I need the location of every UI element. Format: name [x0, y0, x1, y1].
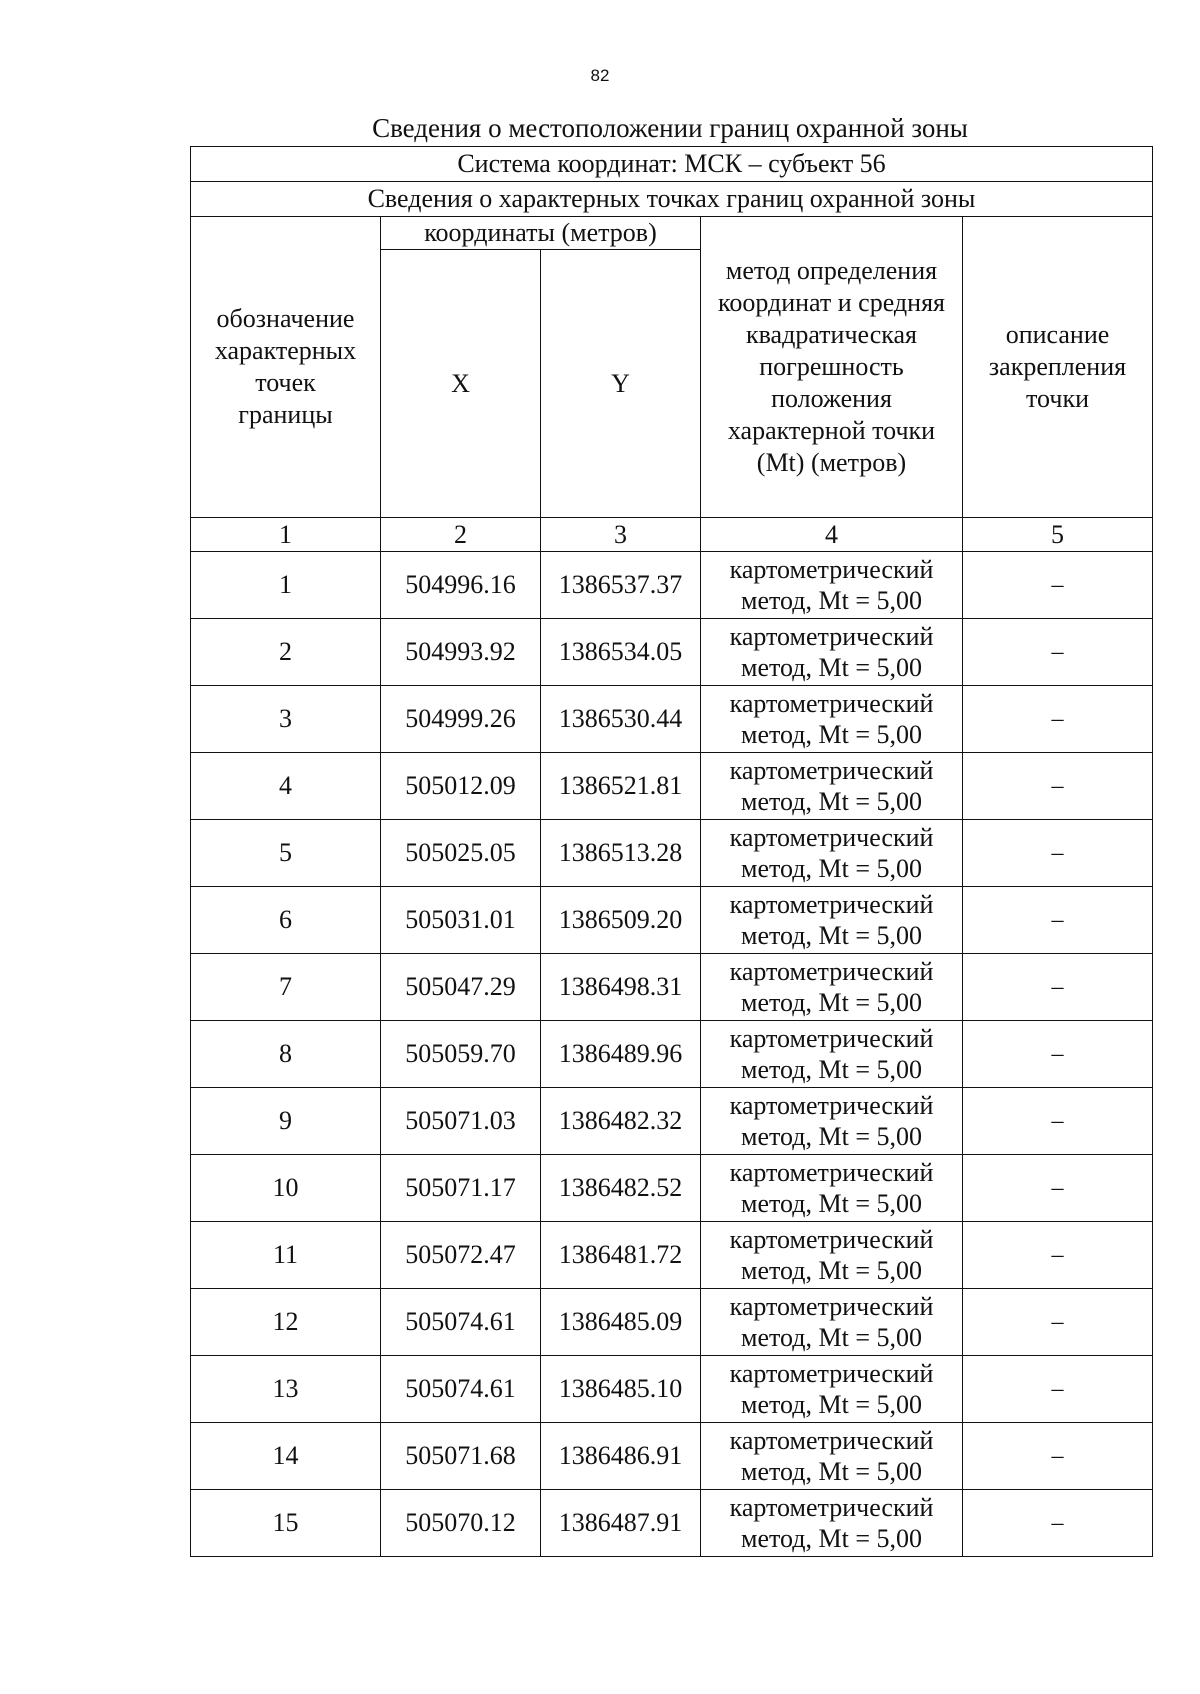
description-cell: –: [963, 954, 1153, 1021]
x-coordinate-cell: 505074.61: [381, 1289, 541, 1356]
method-accuracy: метод, Mt = 5,00: [741, 1189, 922, 1218]
method-accuracy: метод, Mt = 5,00: [741, 586, 922, 615]
description-cell: –: [963, 1423, 1153, 1490]
x-coordinate-cell: 505070.12: [381, 1490, 541, 1557]
method-accuracy: метод, Mt = 5,00: [741, 720, 922, 749]
y-coordinate-cell: 1386485.10: [541, 1356, 701, 1423]
method-cell: [701, 1289, 963, 1356]
method-accuracy: метод, Mt = 5,00: [741, 1390, 922, 1419]
method-name: картометрический: [729, 555, 934, 584]
y-coordinate-cell: 1386485.09: [541, 1289, 701, 1356]
column-number: 4: [701, 518, 963, 552]
description-cell: –: [963, 887, 1153, 954]
description-cell: –: [963, 1088, 1153, 1155]
description-cell: –: [963, 1289, 1153, 1356]
table-row: [191, 619, 1153, 686]
point-cell: 15: [191, 1490, 381, 1557]
method-name: картометрический: [729, 689, 934, 718]
column-number: 2: [381, 518, 541, 552]
y-coordinate-cell: 1386482.32: [541, 1088, 701, 1155]
method-cell: [701, 820, 963, 887]
column-number-row: [191, 518, 1153, 552]
point-cell: 13: [191, 1356, 381, 1423]
table-row: [191, 820, 1153, 887]
table-row: [191, 552, 1153, 619]
method-accuracy: метод, Mt = 5,00: [741, 1122, 922, 1151]
method-accuracy: метод, Mt = 5,00: [741, 1055, 922, 1084]
header-description: описание закрепления точки: [963, 217, 1153, 518]
y-coordinate-cell: 1386534.05: [541, 619, 701, 686]
x-coordinate-cell: 505071.17: [381, 1155, 541, 1222]
description-cell: –: [963, 619, 1153, 686]
column-number: 1: [191, 518, 381, 552]
description-cell: –: [963, 552, 1153, 619]
y-coordinate-cell: 1386481.72: [541, 1222, 701, 1289]
method-name: картометрический: [729, 1359, 934, 1388]
table-row: [191, 954, 1153, 1021]
method-accuracy: метод, Mt = 5,00: [741, 1256, 922, 1285]
method-name: картометрический: [729, 756, 934, 785]
table-row: [191, 686, 1153, 753]
x-coordinate-cell: 504993.92: [381, 619, 541, 686]
method-name: картометрический: [729, 1091, 934, 1120]
method-name: картометрический: [729, 1493, 934, 1522]
method-name: картометрический: [729, 957, 934, 986]
method-cell: [701, 1356, 963, 1423]
header-y: Y: [541, 250, 701, 518]
method-cell: [701, 753, 963, 820]
method-name: картометрический: [729, 890, 934, 919]
coordinate-system-header: Система координат: МСК – субъект 56: [191, 147, 1153, 182]
point-cell: 3: [191, 686, 381, 753]
method-cell: [701, 619, 963, 686]
table-row: [191, 1222, 1153, 1289]
method-cell: [701, 954, 963, 1021]
method-name: картометрический: [729, 622, 934, 651]
point-cell: 12: [191, 1289, 381, 1356]
y-coordinate-cell: 1386530.44: [541, 686, 701, 753]
method-accuracy: метод, Mt = 5,00: [741, 1323, 922, 1352]
point-cell: 8: [191, 1021, 381, 1088]
y-coordinate-cell: 1386521.81: [541, 753, 701, 820]
table-row: [191, 1423, 1153, 1490]
method-name: картометрический: [729, 823, 934, 852]
table-row: [191, 1289, 1153, 1356]
method-cell: [701, 1222, 963, 1289]
table-row: [191, 1088, 1153, 1155]
point-cell: 7: [191, 954, 381, 1021]
method-cell: [701, 1088, 963, 1155]
document-title: Сведения о местоположении границ охранной зоны: [372, 113, 968, 143]
point-cell: 1: [191, 552, 381, 619]
description-cell: –: [963, 753, 1153, 820]
description-cell: –: [963, 1222, 1153, 1289]
header-x: X: [381, 250, 541, 518]
x-coordinate-cell: 505025.05: [381, 820, 541, 887]
y-coordinate-cell: 1386486.91: [541, 1423, 701, 1490]
y-coordinate-cell: 1386509.20: [541, 887, 701, 954]
table-row: [191, 887, 1153, 954]
method-accuracy: метод, Mt = 5,00: [741, 854, 922, 883]
point-cell: 6: [191, 887, 381, 954]
table-row: [191, 1021, 1153, 1088]
header-method: метод определения координат и средняя квадратическая погрешность положения характерной точки (Mt) (метров): [701, 217, 963, 518]
y-coordinate-cell: 1386498.31: [541, 954, 701, 1021]
x-coordinate-cell: 504999.26: [381, 686, 541, 753]
x-coordinate-cell: 505047.29: [381, 954, 541, 1021]
method-name: картометрический: [729, 1158, 934, 1187]
x-coordinate-cell: 505071.03: [381, 1088, 541, 1155]
method-name: картометрический: [729, 1426, 934, 1455]
description-cell: –: [963, 820, 1153, 887]
point-cell: 10: [191, 1155, 381, 1222]
table-row: [191, 753, 1153, 820]
point-cell: 14: [191, 1423, 381, 1490]
x-coordinate-cell: 505031.01: [381, 887, 541, 954]
y-coordinate-cell: 1386489.96: [541, 1021, 701, 1088]
method-accuracy: метод, Mt = 5,00: [741, 653, 922, 682]
x-coordinate-cell: 505071.68: [381, 1423, 541, 1490]
point-cell: 2: [191, 619, 381, 686]
table-row: [191, 1155, 1153, 1222]
description-cell: –: [963, 1356, 1153, 1423]
description-cell: –: [963, 1490, 1153, 1557]
y-coordinate-cell: 1386537.37: [541, 552, 701, 619]
method-cell: [701, 1155, 963, 1222]
method-accuracy: метод, Mt = 5,00: [741, 921, 922, 950]
method-accuracy: метод, Mt = 5,00: [741, 787, 922, 816]
x-coordinate-cell: 505012.09: [381, 753, 541, 820]
method-cell: [701, 887, 963, 954]
table-row: [191, 1356, 1153, 1423]
section-heading: Сведения о характерных точках границ охранной зоны: [191, 182, 1153, 217]
boundary-points-table: [190, 146, 1153, 1557]
x-coordinate-cell: 505074.61: [381, 1356, 541, 1423]
table-row: [191, 1490, 1153, 1557]
point-cell: 5: [191, 820, 381, 887]
header-point-designation: обозначение характерных точек границы: [191, 217, 381, 518]
x-coordinate-cell: 505072.47: [381, 1222, 541, 1289]
description-cell: –: [963, 1155, 1153, 1222]
y-coordinate-cell: 1386487.91: [541, 1490, 701, 1557]
method-name: картометрический: [729, 1225, 934, 1254]
method-accuracy: метод, Mt = 5,00: [741, 1524, 922, 1553]
method-cell: [701, 552, 963, 619]
description-cell: –: [963, 686, 1153, 753]
page-number: 82: [590, 66, 610, 85]
method-cell: [701, 686, 963, 753]
description-cell: –: [963, 1021, 1153, 1088]
method-accuracy: метод, Mt = 5,00: [741, 1457, 922, 1486]
point-cell: 4: [191, 753, 381, 820]
method-cell: [701, 1021, 963, 1088]
y-coordinate-cell: 1386513.28: [541, 820, 701, 887]
point-cell: 11: [191, 1222, 381, 1289]
header-coordinates: координаты (метров): [381, 217, 701, 250]
method-accuracy: метод, Mt = 5,00: [741, 988, 922, 1017]
y-coordinate-cell: 1386482.52: [541, 1155, 701, 1222]
method-cell: [701, 1490, 963, 1557]
column-number: 3: [541, 518, 701, 552]
x-coordinate-cell: 505059.70: [381, 1021, 541, 1088]
method-cell: [701, 1423, 963, 1490]
method-name: картометрический: [729, 1292, 934, 1321]
point-cell: 9: [191, 1088, 381, 1155]
column-number: 5: [963, 518, 1153, 552]
x-coordinate-cell: 504996.16: [381, 552, 541, 619]
method-name: картометрический: [729, 1024, 934, 1053]
